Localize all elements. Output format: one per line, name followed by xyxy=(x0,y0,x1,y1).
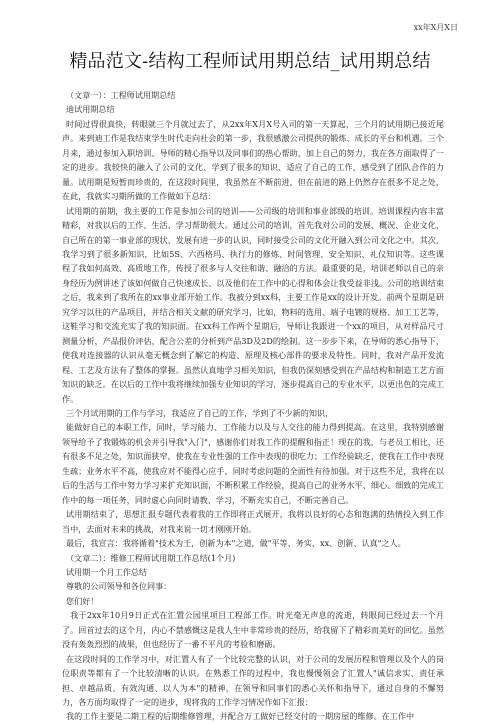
paragraph: 试用期的前期，我主要的工作是参加公司的培训——公司级的培训和事业部级的培训。培训课程内容丰富精彩，对我以后的工作、生活、学习帮助很大。通过公司的培训，首先我对公司的发展、概况、企业文化，自己所在的第一事业部的现状、发展有进一步的认识，同时接受公司的文化开融入到公司文化之中。其次，我学习到了很多新知识，比如5S、六西格玛、执行力的修炼、时间管理、安全知识、礼仪知识等。这些课程了我如何高效、高质地工作，传授了很多与人交往和谐、融洽的方法。最重要的是，培训老师以自己的亲身经历为例讲述了该如何做自己快速成长、以及他们在工作中的心得和体会让我受益非浅。公司的培训结束之后，我来到了我所在的xx事业部开始工作。我被分到xx科，主要工作是xx的设计开发。前两个星期是研究学习以往的产品项目，并结合相关文献的研究学习，比如，物料的选用、端子电镀的规格、加工工艺等，这鞋学习和交流充实了我的知识面。在xx科工作两个星期后，导师让我跟进一个xx的项目，从对样品尺寸测量分析，产品报价评估，配合公差的分析到产品3D及2D的绘制。这一步步下来，在导师的悉心指导下，使我对连接器的认识从毫无概念到了解它的构造、原理及核心部件的要求及特性。同时，我对产品开发流程、工艺及方法有了整体的掌握。虽然认真地学习相关知识，但我仍深刻感受到在产品结构和制造工艺方面知识的缺乏。在以后的工作中我将继续加强专业知识的学习，逐步提高自己的专业水平，以更出色的完成工作。 xyxy=(62,205,444,404)
paragraph: 迪试用期总结 xyxy=(66,104,115,115)
document-date: xx年X月X日 xyxy=(413,23,458,32)
paragraph: 最后，我宣言：我将循着"技术为王，创新为本"之道，做"平等、务实、xx、创新、认真"之人。 xyxy=(66,538,406,549)
paragraph: 在这段时间的工作学习中，对汇置人有了一个比较完整的认识，对于公司的发展历程和管理以及个人的岗位职责等都有了一个比较清晰的认识。在熟悉工作的过程中，我也慢慢领会了汇置人"诚信求实、责任承担、卓越品质、有效沟通、以人为本"的精神，在领导和同事们的悉心关怀和指导下，通过自身的不懈努力，各方面均取得了一定的进步，现将我的工作学习情况作如下汇报： xyxy=(62,653,444,708)
paragraph: 您们好！ xyxy=(66,595,99,606)
paragraph: 试用期结束了，思想汇报专题代表着我的工作即将正式展开，我将以良好的心态和饱满的热情投入到工作当中，去面对未来的挑战，对我来说一切才刚刚开始。 xyxy=(62,509,444,534)
paragraph: 三个月试用期的工作与学习，我适应了自己的工作，学到了不少新的知识， xyxy=(66,407,334,418)
paragraph: 尊敬的公司领导和各位同事： xyxy=(66,581,172,592)
paragraph: 试用期一个月工作总结 xyxy=(66,566,147,577)
paragraph: （文章二）：维修工程师试用期工作总结(1个月) xyxy=(66,552,236,563)
document-title: 精品范文-结构工程师试用期总结_试用期总结 xyxy=(69,51,431,72)
paragraph: 我的工作主要是二期工程的后期维修管理，并配合万工做好已经交付的一期房屋的维修。在工作中 xyxy=(66,711,415,722)
paragraph: （文章一）：工程师试用期总结 xyxy=(66,90,176,100)
paragraph: 时间过得很真快，转眼就三个月就过去了，从2xx年X月X号入司的第一天算起，三个月的试用期已接近尾声。来到迪工作是我结束学生时代走向社会的第一步，我很感激公司提供的锻炼、成长的平台和机遇。三个月来，通过参加入职培训、导师的精心指导以及同事们的热心帮助，加上自己的努力，我在各方面取得了一定的进步。我较快的融入了公司的文化、学到了很多的知识、适应了自己的工作，感受到了团队合作的力量。试用期是短暂而珍贵的，在这段时间里，我虽然在不断前进，但在前进的路上仍然存在很多不足之处，在此，我就实习期所做的工作做如下总结： xyxy=(62,118,444,202)
document-body xyxy=(62,88,444,724)
paragraph: 我于2xx年10月9日正式在汇置公园里项目工程部工作。时光毫无声息的流逝，转眼间已经过去一个月了。回首过去的这个月，内心不禁感慨这是我人生中非常珍贵的经历，给我留下了精彩而美好的回忆。虽然没有轰轰烈烈的战果，但也经历了一番不平凡的考验和磨砺。 xyxy=(62,610,444,650)
paragraph: 能做好自己的本职工作，同时，学习能力、工作能力以及与人交往的能力得到提高。在这里，我特别感谢领导给予了我锻炼的机会并引导我"入门"，感谢你们对我工作的提醒和指正！现在的我，与老员工相比，还有很多不足之处，知识面狭窄，使我在专业性强的工作中表现的很吃力；工作经验缺乏，使我在工作中表现生疏；业务水平不高，使我应对不能得心应手，同时考虑问题的全面性有待加强。对于这些不足，我将在以后的生活与工作中努力学习来扩充知识面，不断积累工作经验，提高自己的业务水平、细心、细致的完成工作中的每一项任务，同时虚心向同时请教、学习，不断充实自己，不断完善自己。 xyxy=(62,422,444,505)
